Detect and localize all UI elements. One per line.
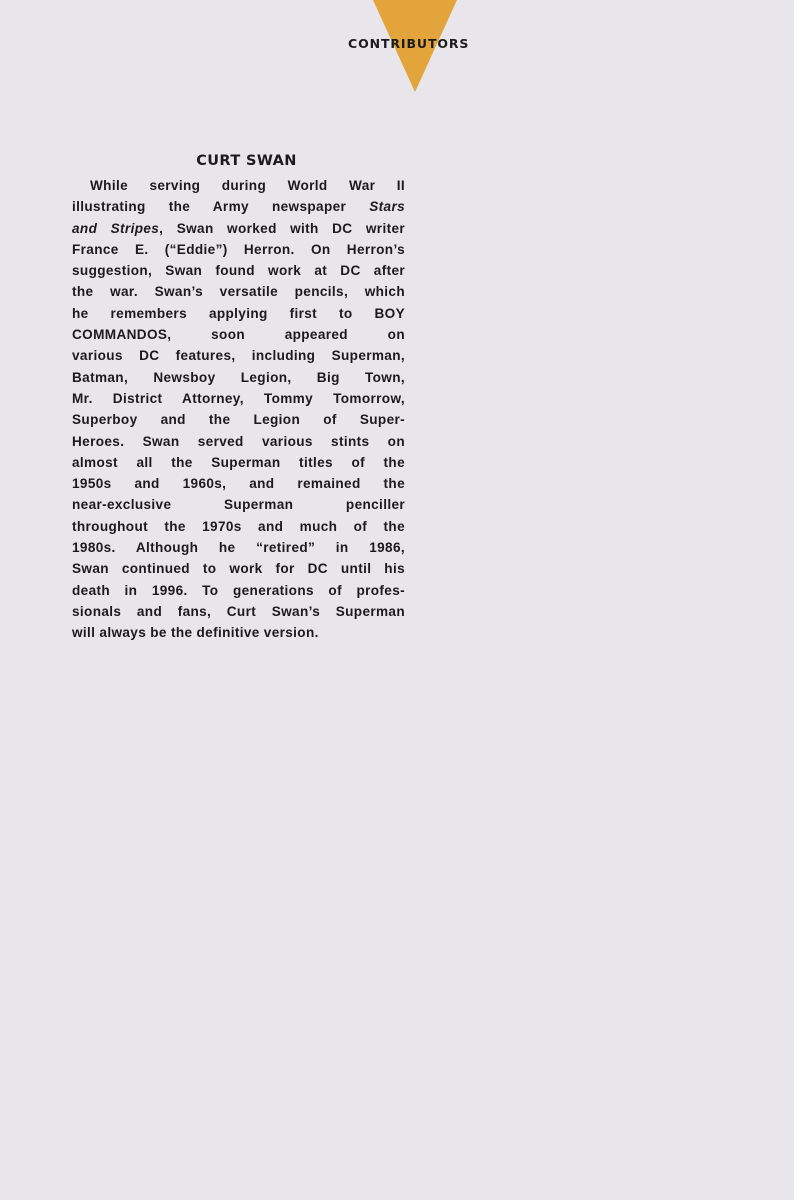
bio-line: Heroes. Swan served various stints on: [72, 433, 405, 449]
bio-text: illustrating the Army newspaper: [72, 199, 370, 215]
bio-line: suggestion, Swan found work at DC after: [72, 263, 405, 279]
bio-line: While serving during World War II: [90, 178, 405, 193]
contributor-entry: [72, 151, 405, 644]
bio-line: Batman, Newsboy Legion, Big Town,: [72, 369, 405, 385]
bio-line: [72, 196, 405, 217]
bio-italic-title: Stars: [369, 199, 405, 215]
bio-italic-title: and Stripes: [72, 220, 160, 236]
bio-line: 1980s. Although he “retired” in 1986,: [72, 540, 405, 556]
bio-line: France E. (“Eddie”) Herron. On Herron’s: [72, 241, 405, 257]
bio-line: various DC features, including Superman,: [72, 348, 405, 364]
bio-line: will always be the definitive version.: [72, 625, 319, 641]
contributor-name: CURT SWAN: [196, 153, 297, 169]
bio-line: Swan continued to work for DC until his: [72, 561, 405, 577]
contributor-bio: [72, 175, 405, 644]
section-header: CONTRIBUTORS: [348, 36, 470, 51]
bio-line: 1950s and 1960s, and remained the: [72, 476, 405, 492]
bio-text: , Swan worked with DC writer: [159, 220, 405, 236]
bio-line: almost all the Superman titles of the: [72, 454, 405, 470]
bio-line: Superboy and the Legion of Super-: [72, 412, 405, 428]
bio-line: the war. Swan’s versatile pencils, which: [72, 284, 405, 300]
bio-line: throughout the 1970s and much of the: [72, 518, 405, 534]
bio-line: death in 1996. To generations of profes-: [72, 582, 405, 598]
bio-line: Mr. District Attorney, Tommy Tomorrow,: [72, 390, 405, 406]
bio-line: he remembers applying first to BOY: [72, 305, 405, 321]
bio-line: near-exclusive Superman penciller: [72, 497, 405, 513]
bio-line: [72, 218, 405, 239]
bio-line: COMMANDOS, soon appeared on: [72, 327, 405, 343]
bio-line: sionals and fans, Curt Swan’s Superman: [72, 603, 405, 619]
